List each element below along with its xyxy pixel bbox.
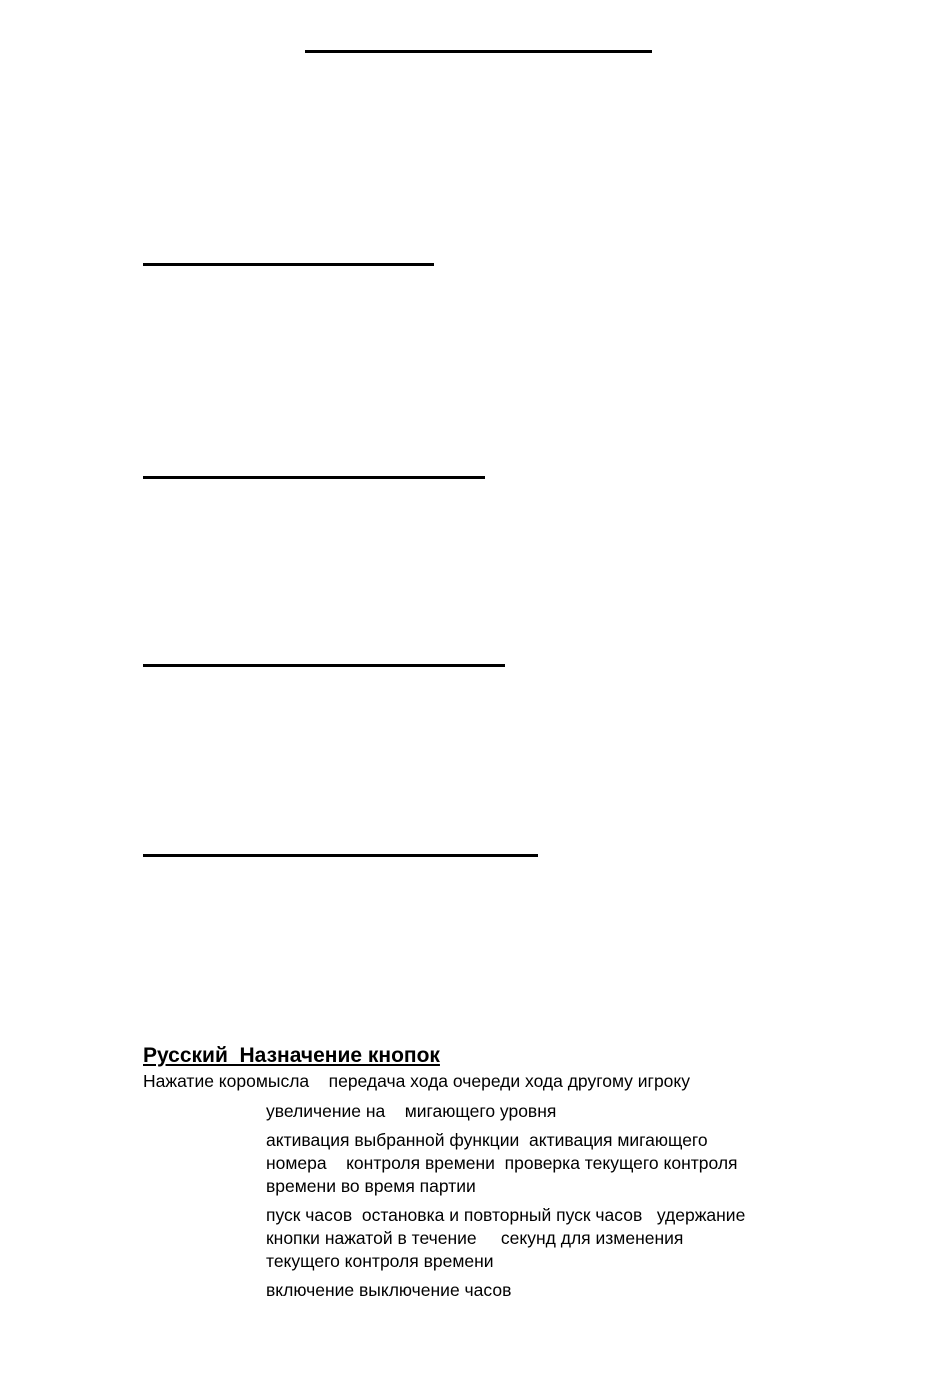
list-item-line: активация выбранной функции активация мигающего [266,1130,708,1150]
rule-line-2 [143,263,434,266]
list-item-line: номера контроля времени проверка текущего контроля [266,1153,738,1173]
list-item [266,1129,826,1198]
list-item-line: текущего контроля времени [266,1251,494,1271]
list-item-line: включение выключение часов [266,1280,512,1300]
intro-line: Нажатие коромысла передача хода очереди хода другому игроку [143,1071,691,1091]
rule-line-4 [143,664,505,667]
list-item [266,1204,826,1273]
rule-line-5 [143,854,538,857]
list-item [266,1100,826,1123]
list-item-line: времени во время партии [266,1176,476,1196]
list-item-line: пуск часов остановка и повторный пуск часов удержание [266,1205,746,1225]
rule-line-3 [143,476,485,479]
list-item-line: увеличение на мигающего уровня [266,1101,557,1121]
section-heading: Русский Назначение кнопок [143,1044,440,1067]
list-item-line: кнопки нажатой в течение секунд для изменения [266,1228,684,1248]
rule-line-1 [305,50,652,53]
list-item [266,1279,826,1302]
